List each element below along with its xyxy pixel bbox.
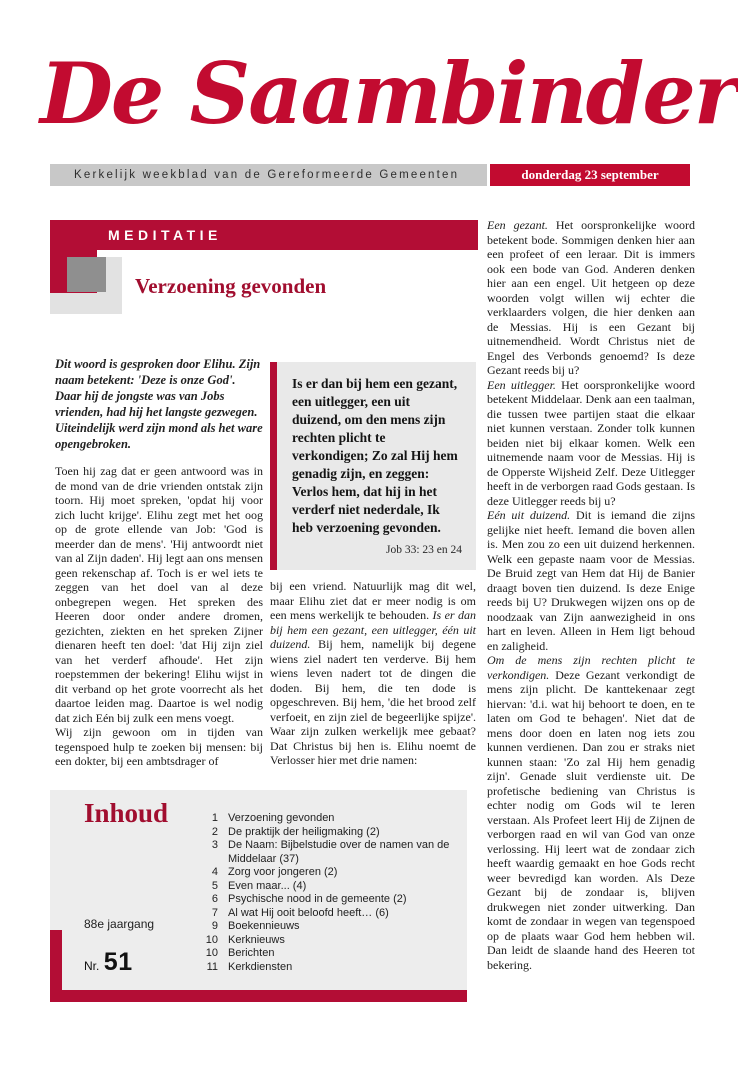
- paragraph-text: Deze Gezant verkondigt de mens zijn plicht. De kanttekenaar zegt hiervan: 'd.i. wat hij behoort te doen, en te laten om God te behagen'. Niet dat de mens door doen en laten nog iets zou kunnen verdienen. Dan zou er straks niet kunnen staan: 'Zo zal Hij hem genadig zijn'. Genade sluit verdienste uit. De profetische bediening van Christus is echter nodig om Gods wil te leren verstaan. Als Profeet leert Hij de Zijnen de verborgen raad en wil van God van onze verlossing. Hij leert wat de zondaar zich heeft waardig gemaakt en hoe Gods recht weer bevredigd kan worden. Als Deze Gezant bij de zondaar is, blijven drukwegen niet zonder uitwerking. Dan komt de zondaar in wegen van tegenspoed op de plaats waar God hem hebben wil. Dan leidt de slaande hand des Heeren tot bekering.: [487, 667, 695, 972]
- paragraph-text: Bij hem, namelijk bij degene wiens ziel nadert ten verderve. Bij hem wiens leven nadert tot de dingen die doden. Bij hem, die ten dode is opgeschreven. Bij hem, 'die het brood zelf verfoeit, en zijn ziel de begeerlijke spijze'. Waar zijn zulken werkelijk mee gebaat? Dat Christus bij hen is. Elihu noemt de Verlosser hier met drie namen:: [270, 637, 476, 767]
- contents-item-title: Boekennieuws: [228, 920, 300, 932]
- issue-number-label: Nr.: [84, 959, 100, 973]
- contents-item-title: Al wat Hij ooit beloofd heeft… (6): [228, 906, 389, 919]
- paragraph-text: Het oorspronkelijke woord betekent Middelaar. Denk aan een taalman, die tussen twee partijen staat die elkaar niet kunnen verstaan. Zonder tolk kunnen beiden niet bij elkaar komen. Welk een uitnemende naam voor de Messias. Hij is de Opperste Wijsheid Zelf. Deze Uitlegger heeft in de verborgen raad Gods gestaan. Is deze Uitlegger reeds bij u?: [487, 377, 695, 508]
- pull-quote-source: Job 33: 23 en 24: [385, 544, 462, 556]
- contents-item: [196, 866, 454, 880]
- contents-page-number: 9: [211, 920, 218, 932]
- contents-item: [196, 893, 454, 907]
- issue-number: [84, 948, 133, 977]
- contents-page-number: 10: [205, 933, 218, 946]
- paragraph-lead: Een uitlegger.: [487, 377, 556, 392]
- contents-item-title: Zorg voor jongeren (2): [228, 866, 338, 878]
- contents-page-number: 6: [211, 893, 218, 905]
- paragraph-text: Het oorspronkelijke woord betekent bode. Sommigen denken hier aan een profeet of een leraar. Dit is immers ook een bode van God. Anderen denken hier aan een engel. Uit hetgeen op deze woorden volgt willen wij echter die verklaarders volgen, die hier denken aan de Messias. Hij is een Gezant bij uitnemendheid. Wordt Christus niet de Engel des Verbonds genoemd? Is deze Gezant reeds bij u?: [487, 218, 695, 377]
- article-paragraph: [487, 218, 695, 378]
- contents-item: [196, 947, 454, 961]
- section-label: MEDITATIE: [108, 227, 222, 243]
- contents-item: [196, 907, 454, 921]
- paragraph-emphasis: Is er dan bij hem een gezant, een uitlegger, één uit duizend.: [270, 608, 476, 651]
- contents-item-title: Kerkdiensten: [228, 960, 293, 973]
- article-title: Verzoening gevonden: [135, 274, 327, 298]
- paragraph-text: Dit is iemand die zijns gelijke niet heeft. Iemand die boven allen is. Men zou zo een uit duizend herkennen. Welk een gepaste naam voor de Messias. De Bruid zegt van Hem dat Hij de Banier draagt boven tien duizend. Is deze Enige reeds bij U? Drukwegen wijzen ons op de noodzaak van Zijn aanwezigheid in ons hart en leven. Alleen in Hem ligt behoud en zaligheid.: [487, 508, 695, 653]
- article-column-1: [55, 356, 263, 769]
- contents-item-title: Berichten: [228, 947, 275, 959]
- paragraph-text: bij een vriend. Natuurlijk mag dit wel, maar Elihu ziet dat er meer nodig is om een mens werkelijk te behouden.: [270, 579, 476, 622]
- paragraph-lead: Een gezant.: [487, 218, 548, 232]
- article-paragraph: [487, 378, 695, 509]
- contents-page-number: 11: [206, 960, 218, 973]
- contents-item: [196, 812, 454, 826]
- paragraph-lead: Om de mens zijn rechten plicht te verkondigen.: [487, 653, 695, 682]
- issue-date-text: donderdag 23 september: [521, 167, 659, 182]
- pull-quote-box: [270, 362, 476, 570]
- paragraph-lead: Eén uit duizend.: [487, 508, 571, 522]
- volume-label: 88e jaargang: [84, 917, 155, 931]
- contents-page-number: 10: [205, 947, 218, 959]
- issue-number-value: 51: [103, 948, 133, 976]
- contents-page-number: 4: [211, 866, 218, 878]
- contents-item: [196, 839, 454, 866]
- masthead-title: De Saambinder: [40, 44, 737, 143]
- article-column-2: [270, 362, 476, 768]
- article-paragraph: Wij zijn gewoon om in tijden van tegenspoed hulp te zoeken bij mensen: bij een dokter, bij een ambtsdrager of: [55, 725, 263, 768]
- contents-page-number: 2: [211, 825, 218, 838]
- article-paragraph: [487, 508, 695, 653]
- contents-item-title: De praktijk der heiligmaking (2): [228, 825, 380, 838]
- article-paragraph: [487, 653, 695, 972]
- contents-page-number: 7: [211, 906, 218, 919]
- contents-item-title: Even maar... (4): [228, 879, 307, 892]
- article-paragraph: [270, 579, 476, 768]
- contents-item: [196, 880, 454, 894]
- tagline-text: Kerkelijk weekblad van de Gereformeerde Gemeenten: [74, 169, 460, 181]
- deco-square-dark-gray: [67, 257, 106, 292]
- contents-list: [196, 812, 454, 974]
- contents-item: [196, 934, 454, 948]
- issue-date-badge: [490, 164, 690, 186]
- contents-item-title: Verzoening gevonden: [228, 812, 335, 824]
- article-paragraph: Toen hij zag dat er geen antwoord was in de mond van de drie vrienden ontstak zijn toorn. Hij moet spreken, 'opdat hij voor zich lucht krijge'. Elihu zegt met het oog op de grote ellende van Job: 'God is meerder dan de mens'. 'Hij antwoordt niet van al Zijn daden'. Hij legt aan ons mensen geen rekenschap af. Toch is er wel iets te zeggen van het doel van al deze onbegrepen wegen. Het spreken des Heeren door onder andere dromen, gezichten, ziekten en het spreken Zijner dienaren heeft ten doel: 'dat Hij zijn ziel van het verderf afhoude'. Het zijn roepstemmen der bekering! Elihu wijst in dit verband op het grote voorrecht als het daartoe leiden mag. Daartoe is wel nodig dat zich Eén bij zulk een mens voegt.: [55, 464, 263, 725]
- contents-heading: Inhoud: [84, 798, 169, 828]
- contents-page-number: 3: [211, 839, 218, 851]
- contents-page-number: 5: [211, 879, 218, 892]
- section-header: [50, 220, 478, 250]
- contents-item-title: Kerknieuws: [228, 933, 285, 946]
- contents-item: [196, 826, 454, 840]
- contents-item-title: De Naam: Bijbelstudie over de namen van de Middelaar (37): [228, 839, 450, 865]
- pull-quote-text: Is er dan bij hem een gezant, een uitlegger, een uit duizend, om den mens zijn rechten plicht te verkondigen; Zo zal Hij hem genadig zijn, en zeggen: Verlos hem, dat hij in het verderf niet nederdale, Ik heb verzoening gevonden.: [292, 376, 458, 535]
- article-column-3: [487, 218, 695, 972]
- contents-item: [196, 961, 454, 975]
- contents-page-number: 1: [211, 812, 218, 824]
- tagline-bar: [50, 164, 487, 186]
- contents-item-title: Psychische nood in de gemeente (2): [228, 893, 407, 905]
- contents-item: [196, 920, 454, 934]
- article-intro: Dit woord is gesproken door Elihu. Zijn naam betekent: 'Deze is onze God'. Daar hij de jongste was van Jobs vrienden, had hij het langste gezwegen. Uiteindelijk werd zijn mond als het ware opengebroken.: [55, 357, 263, 451]
- contents-red-corner-horizontal: [50, 990, 467, 1002]
